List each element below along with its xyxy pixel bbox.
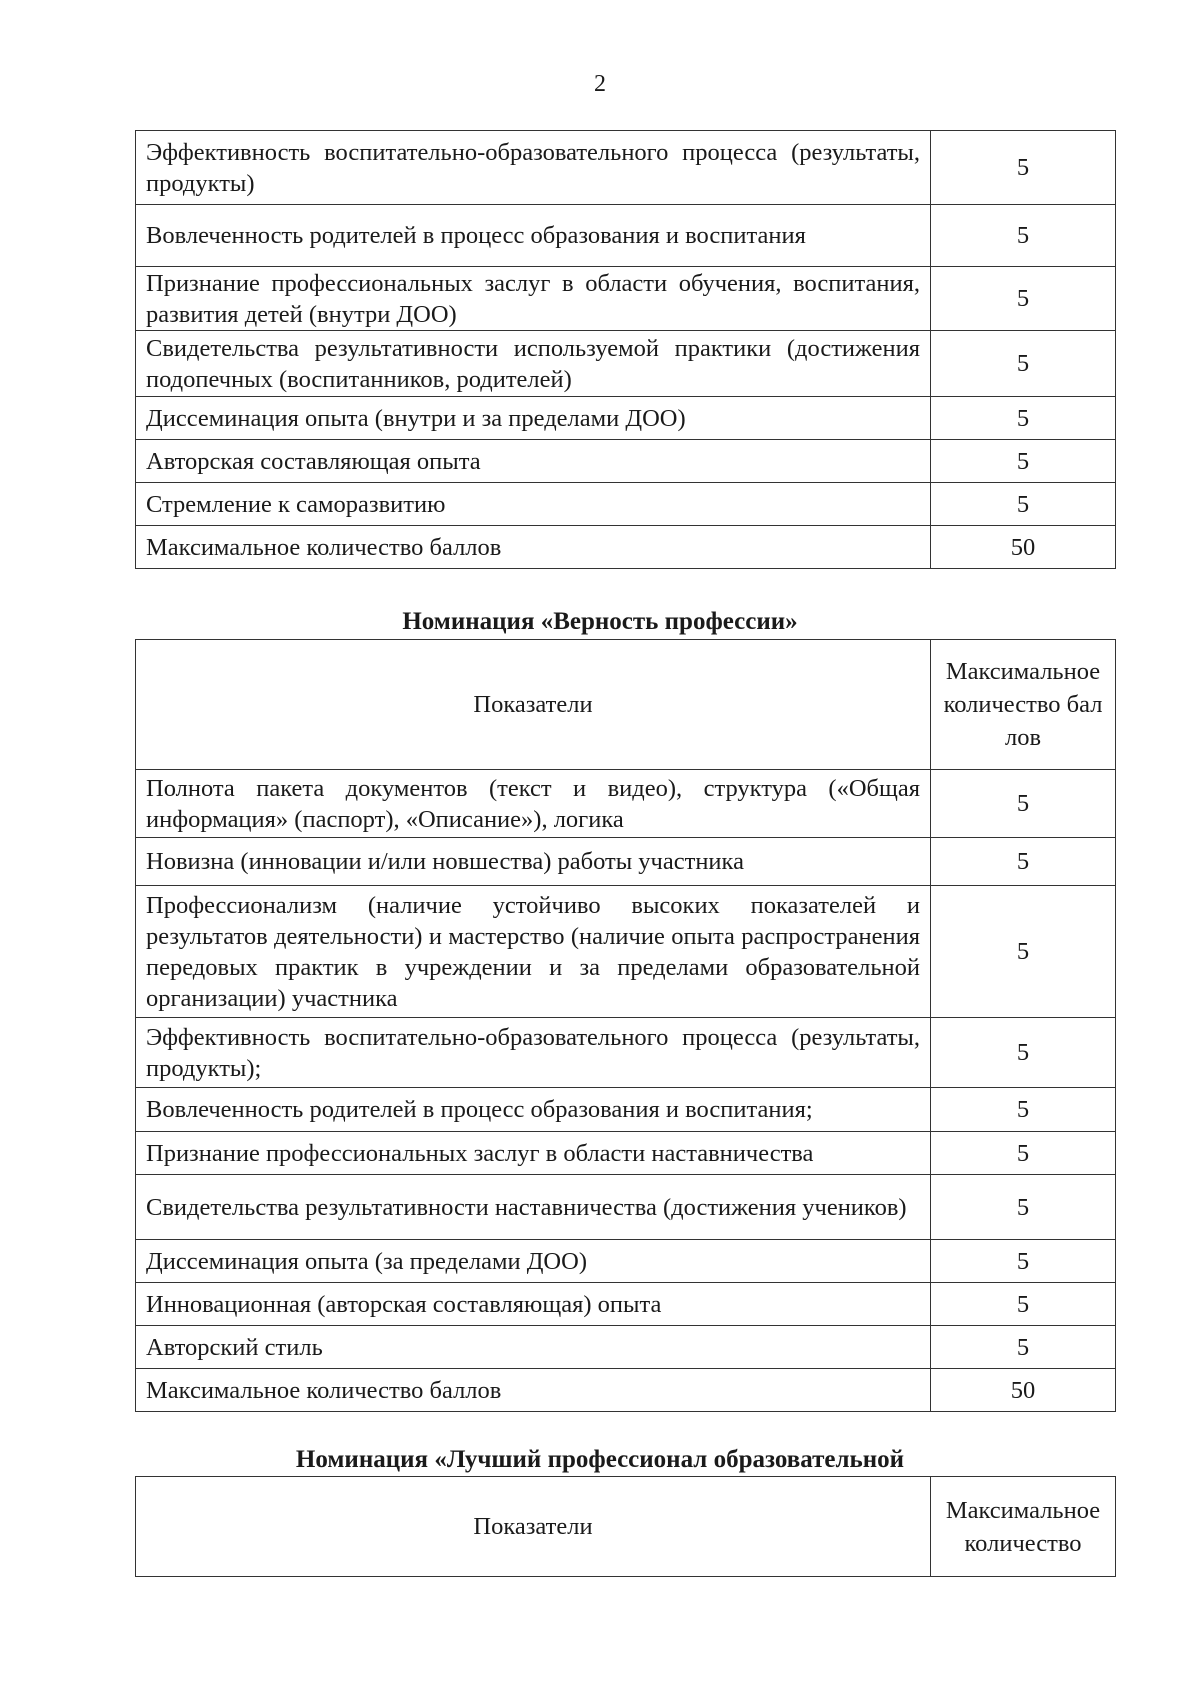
table-row [136, 331, 1116, 397]
section-title: Номинация «Верность профессии» [402, 608, 798, 635]
points-cell: 5 [931, 886, 1116, 1018]
criteria-table [135, 639, 1116, 1412]
table-row [136, 440, 1116, 483]
indicator-cell: Стремление к саморазвитию [136, 483, 931, 526]
header-points-cell: Максимальное количество [931, 1477, 1116, 1577]
indicator-cell: Вовлеченность родителей в процесс образования и воспитания [136, 205, 931, 267]
indicator-cell: Эффективность воспитательно-образовательного процесса (результаты, продукты) [136, 131, 931, 205]
criteria-table-partial [135, 1476, 1116, 1577]
points-cell: 5 [931, 267, 1116, 331]
table-row [136, 267, 1116, 331]
indicator-cell: Свидетельства результативности наставничества (достижения учеников) [136, 1175, 931, 1240]
page-number: 2 [594, 71, 606, 97]
points-cell: 5 [931, 1088, 1116, 1132]
points-cell: 5 [931, 1326, 1116, 1369]
table-row [136, 770, 1116, 838]
points-cell: 5 [931, 1283, 1116, 1326]
header-indicator-cell: Показатели [136, 1477, 931, 1577]
header-indicator-cell: Показатели [136, 640, 931, 770]
table-row [136, 1088, 1116, 1132]
table-header-row [136, 640, 1116, 770]
total-points-cell: 50 [931, 526, 1116, 569]
table-row [136, 526, 1116, 569]
indicator-cell: Признание профессиональных заслуг в области наставничества [136, 1132, 931, 1175]
table-row [136, 1175, 1116, 1240]
table-row [136, 886, 1116, 1018]
indicator-cell: Полнота пакета документов (текст и видео), структура («Общая информация» (паспорт), «Описание»), логика [136, 770, 931, 838]
points-cell: 5 [931, 770, 1116, 838]
table-header-row [136, 1477, 1116, 1577]
indicator-cell: Вовлеченность родителей в процесс образования и воспитания; [136, 1088, 931, 1132]
header-points-cell: Максимальное количество баллов [931, 640, 1116, 770]
table-row [136, 1240, 1116, 1283]
indicator-cell: Профессионализм (наличие устойчиво высоких показателей и результатов деятельности) и мастерство (наличие опыта распространения передовых практик в учреждении и за пределами образовательной организации) участника [136, 886, 931, 1018]
table-row [136, 1283, 1116, 1326]
table-row [136, 131, 1116, 205]
section-title: Номинация «Лучший профессионал образовательной [295, 1446, 905, 1473]
indicator-cell: Эффективность воспитательно-образовательного процесса (результаты, продукты); [136, 1018, 931, 1088]
indicator-cell: Новизна (инновации и/или новшества) работы участника [136, 838, 931, 886]
points-cell: 5 [931, 838, 1116, 886]
indicator-cell: Авторский стиль [136, 1326, 931, 1369]
points-cell: 5 [931, 331, 1116, 397]
indicator-cell: Инновационная (авторская составляющая) опыта [136, 1283, 931, 1326]
table-row [136, 205, 1116, 267]
points-cell: 5 [931, 1132, 1116, 1175]
indicator-cell: Диссеминация опыта (за пределами ДОО) [136, 1240, 931, 1283]
total-points-cell: 50 [931, 1369, 1116, 1412]
table-row [136, 1369, 1116, 1412]
table-row [136, 1132, 1116, 1175]
indicator-cell: Диссеминация опыта (внутри и за пределами ДОО) [136, 397, 931, 440]
points-cell: 5 [931, 1240, 1116, 1283]
points-cell: 5 [931, 1175, 1116, 1240]
table-row [136, 397, 1116, 440]
total-label-cell: Максимальное количество баллов [136, 1369, 931, 1412]
points-cell: 5 [931, 440, 1116, 483]
indicator-cell: Признание профессиональных заслуг в области обучения, воспитания, развития детей (внутри ДОО) [136, 267, 931, 331]
table-row [136, 838, 1116, 886]
table-row [136, 483, 1116, 526]
points-cell: 5 [931, 397, 1116, 440]
points-cell: 5 [931, 1018, 1116, 1088]
table-row [136, 1326, 1116, 1369]
indicator-cell: Авторская составляющая опыта [136, 440, 931, 483]
points-cell: 5 [931, 205, 1116, 267]
points-cell: 5 [931, 131, 1116, 205]
table-row [136, 1018, 1116, 1088]
total-label-cell: Максимальное количество баллов [136, 526, 931, 569]
criteria-table-continued [135, 130, 1116, 569]
indicator-cell: Свидетельства результативности используемой практики (достижения подопечных (воспитанников, родителей) [136, 331, 931, 397]
points-cell: 5 [931, 483, 1116, 526]
